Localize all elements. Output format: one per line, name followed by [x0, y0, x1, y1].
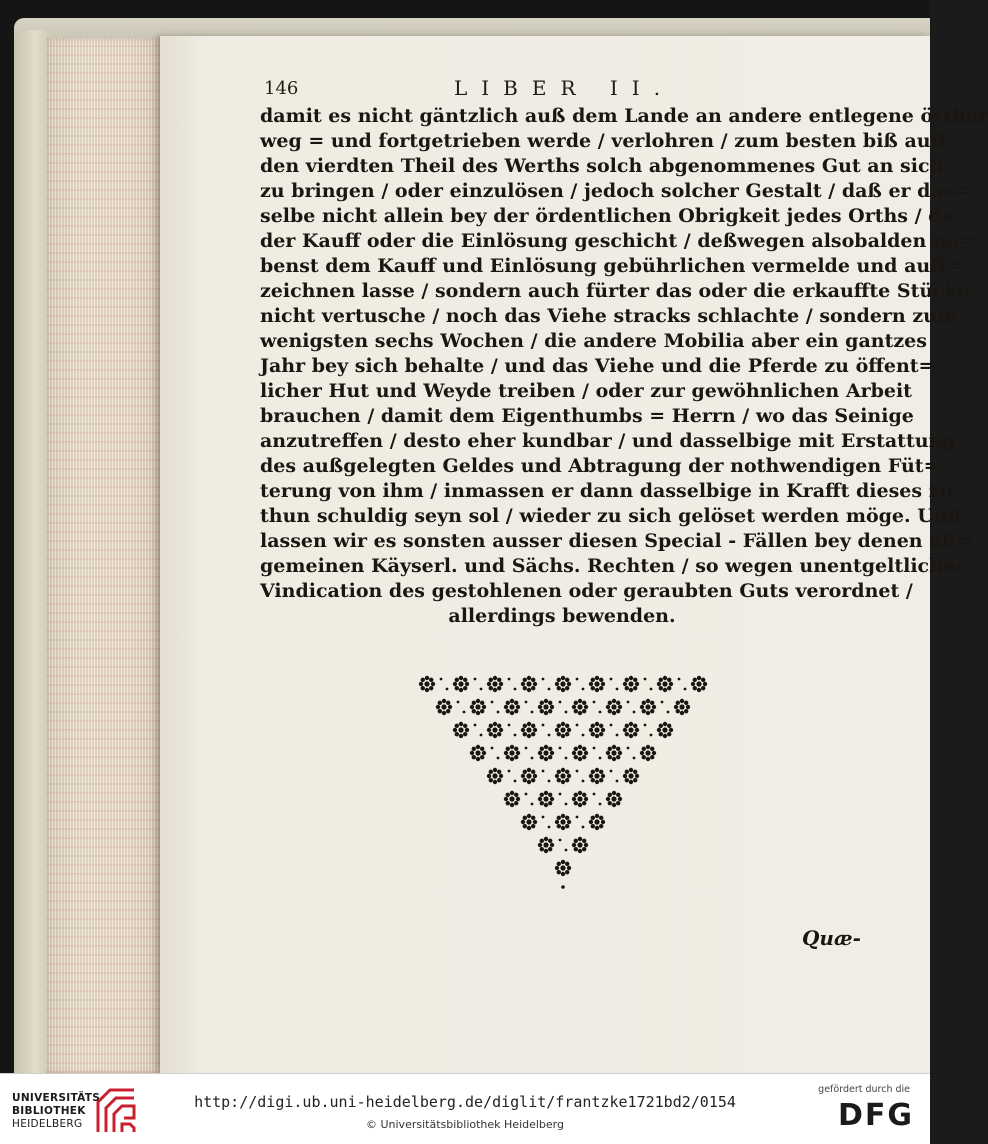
text-line: Vindication des gestohlenen oder geraubten Guts verordnet /	[260, 580, 913, 602]
fleuron	[504, 745, 520, 761]
fleuron-dot	[582, 688, 585, 691]
fleuron-dot	[548, 826, 551, 829]
fleuron-dot	[491, 701, 494, 704]
fleuron	[538, 699, 554, 715]
fleuron-dot	[514, 780, 517, 783]
triangular-fleuron-ornament-icon	[378, 668, 748, 928]
fleuron-dot	[633, 757, 636, 760]
text-line: wenigsten sechs Wochen / die andere Mobilia aber ein gantzes	[260, 330, 927, 352]
fleuron-dot	[576, 770, 579, 773]
fleuron-dot	[508, 724, 511, 727]
fleuron	[504, 791, 520, 807]
text-line: Jahr bey sich behalte / und das Viehe und die Pferde zu öffent=	[260, 355, 935, 377]
fleuron	[606, 699, 622, 715]
fleuron-dot	[559, 701, 562, 704]
fleuron	[674, 699, 690, 715]
running-head: LIBER II.	[454, 76, 675, 100]
fleuron	[623, 722, 639, 738]
text-line: brauchen / damit dem Eigenthumbs = Herrn / wo das Seinige	[260, 405, 914, 427]
fleuron-dot	[497, 711, 500, 714]
fleuron-dot	[678, 678, 681, 681]
fleuron-dot	[491, 747, 494, 750]
fleuron-dot	[633, 711, 636, 714]
fleuron-dot	[514, 688, 517, 691]
fleuron-dot	[531, 757, 534, 760]
fleuron-dot	[440, 678, 443, 681]
fleuron-dot	[565, 849, 568, 852]
fleuron-dot	[542, 816, 545, 819]
fleuron	[436, 699, 452, 715]
fleuron-dot	[542, 678, 545, 681]
fleuron-dot	[644, 724, 647, 727]
fleuron-dot	[542, 770, 545, 773]
copyright-note: © Universitätsbibliothek Heidelberg	[365, 1118, 564, 1131]
fleuron-dot	[593, 701, 596, 704]
fleuron-dot	[565, 711, 568, 714]
fleuron-dot	[576, 724, 579, 727]
text-line: terung von ihm / inmassen er dann dasselbige in Krafft dieses zu	[260, 480, 954, 502]
fleuron	[691, 676, 707, 692]
page-edges	[46, 38, 164, 1073]
text-line: gemeinen Käyserl. und Sächs. Rechten / so wegen unentgeltlicher	[260, 555, 966, 577]
fleuron-dot	[610, 724, 613, 727]
fleuron-dot	[446, 688, 449, 691]
page-number: 146	[264, 78, 299, 99]
fleuron	[555, 768, 571, 784]
fleuron-dot	[542, 724, 545, 727]
fleuron	[487, 722, 503, 738]
fleuron-dot	[480, 688, 483, 691]
fleuron-dot	[593, 747, 596, 750]
text-line: zu bringen / oder einzulösen / jedoch solcher Gestalt / daß er das=	[260, 180, 970, 202]
fleuron-dot	[616, 780, 619, 783]
fleuron	[572, 699, 588, 715]
fleuron-dot	[610, 770, 613, 773]
fleuron	[640, 699, 656, 715]
fleuron	[504, 699, 520, 715]
fleuron-dot	[508, 678, 511, 681]
text-line: damit es nicht gäntzlich auß dem Lande an andere entlegene örther	[260, 105, 988, 127]
book-cover-left	[14, 30, 50, 1073]
fleuron	[589, 814, 605, 830]
fleuron-dot	[531, 711, 534, 714]
text-line: des außgelegten Geldes und Abtragung der nothwendigen Füt=	[260, 455, 940, 477]
fleuron-dot	[508, 770, 511, 773]
text-line: benst dem Kauff und Einlösung gebührlichen vermelde und auff=	[260, 255, 962, 277]
fleuron-dot	[474, 724, 477, 727]
library-name-line: HEIDELBERG	[12, 1118, 83, 1130]
fleuron	[606, 791, 622, 807]
fleuron	[487, 768, 503, 784]
fleuron	[623, 768, 639, 784]
fleuron	[657, 722, 673, 738]
fleuron-dot	[548, 688, 551, 691]
fleuron-dot	[525, 701, 528, 704]
text-line: zeichnen lasse / sondern auch fürter das oder die erkauffte Stücke	[260, 280, 970, 302]
fleuron	[589, 768, 605, 784]
fleuron	[470, 699, 486, 715]
fleuron-dot	[576, 678, 579, 681]
library-name-line: UNIVERSITÄTS-	[12, 1092, 105, 1104]
viewer-footer	[0, 1073, 930, 1144]
text-line: thun schuldig seyn sol / wieder zu sich gelöset werden möge. Und	[260, 505, 961, 527]
body-text	[260, 104, 988, 629]
fleuron	[521, 768, 537, 784]
fleuron	[623, 676, 639, 692]
fleuron-dot	[463, 711, 466, 714]
fleuron	[453, 722, 469, 738]
fleuron-dot	[667, 711, 670, 714]
fleuron-dot	[627, 747, 630, 750]
book-page	[160, 36, 988, 1073]
fleuron-dot	[650, 688, 653, 691]
fleuron-dot	[497, 757, 500, 760]
fleuron-dot	[576, 816, 579, 819]
fleuron	[606, 745, 622, 761]
fleuron-dot	[616, 688, 619, 691]
text-line: lassen wir es sonsten ausser diesen Special - Fällen bey denen all=	[260, 530, 972, 552]
fleuron-dot	[593, 793, 596, 796]
fleuron	[589, 676, 605, 692]
fleuron-dot	[599, 803, 602, 806]
fleuron-dot	[474, 678, 477, 681]
fleuron	[521, 676, 537, 692]
fleuron-dot	[548, 734, 551, 737]
fleuron	[555, 860, 571, 876]
fleuron-dot	[684, 688, 687, 691]
fleuron-dot	[582, 734, 585, 737]
text-line: den vierdten Theil des Werths solch abgenommenes Gut an sich	[260, 155, 944, 177]
fleuron	[487, 676, 503, 692]
fleuron-dot	[514, 734, 517, 737]
fleuron-dot	[582, 780, 585, 783]
fleuron-dot	[650, 734, 653, 737]
fleuron	[538, 791, 554, 807]
page-header	[160, 74, 930, 104]
fleuron-dot	[610, 678, 613, 681]
fleuron-dot	[559, 793, 562, 796]
fleuron	[589, 722, 605, 738]
fleuron-dot	[548, 780, 551, 783]
fleuron-dot	[582, 826, 585, 829]
fleuron-dot	[565, 803, 568, 806]
fleuron	[419, 676, 435, 692]
fleuron-tip	[561, 885, 565, 889]
fleuron-dot	[531, 803, 534, 806]
catchword: Quæ-	[802, 926, 861, 950]
fleuron	[555, 676, 571, 692]
permalink-url[interactable]: http://digi.ub.uni-heidelberg.de/diglit/frantzke1721bd2/0154	[194, 1093, 736, 1111]
fleuron	[521, 814, 537, 830]
fleuron-dot	[559, 747, 562, 750]
fleuron-dot	[525, 747, 528, 750]
fleuron	[538, 745, 554, 761]
dfg-logo[interactable]: DFG	[837, 1098, 914, 1133]
fleuron-dot	[616, 734, 619, 737]
text-line: licher Hut und Weyde treiben / oder zur gewöhnlichen Arbeit	[260, 380, 912, 402]
fleuron	[572, 837, 588, 853]
text-line: anzutreffen / desto eher kundbar / und dasselbige mit Erstattung	[260, 430, 956, 452]
library-name-line: BIBLIOTHEK	[12, 1105, 86, 1117]
fleuron-dot	[599, 711, 602, 714]
fleuron-dot	[599, 757, 602, 760]
fleuron-dot	[644, 678, 647, 681]
fleuron	[657, 676, 673, 692]
fleuron	[470, 745, 486, 761]
text-line-last: allerdings bewenden.	[448, 605, 676, 627]
fleuron-dot	[457, 701, 460, 704]
funding-note: gefördert durch die	[818, 1084, 910, 1095]
fleuron-dot	[627, 701, 630, 704]
fleuron	[538, 837, 554, 853]
fleuron	[572, 791, 588, 807]
fleuron	[555, 814, 571, 830]
fleuron	[572, 745, 588, 761]
fleuron	[453, 676, 469, 692]
text-line: der Kauff oder die Einlösung geschicht / deßwegen alsobalden ne=	[260, 230, 975, 252]
text-line: nicht vertusche / noch das Viehe stracks schlachte / sondern zum	[260, 305, 958, 327]
fleuron-dot	[559, 839, 562, 842]
text-line: weg = und fortgetrieben werde / verlohren / zum besten biß auff	[260, 130, 947, 152]
fleuron-dot	[661, 701, 664, 704]
text-line: selbe nicht allein bey der ördentlichen Obrigkeit jedes Orths / da	[260, 205, 954, 227]
fleuron-dot	[565, 757, 568, 760]
fleuron	[640, 745, 656, 761]
fleuron	[521, 722, 537, 738]
fleuron-dot	[525, 793, 528, 796]
fleuron-dot	[480, 734, 483, 737]
fleuron	[555, 722, 571, 738]
